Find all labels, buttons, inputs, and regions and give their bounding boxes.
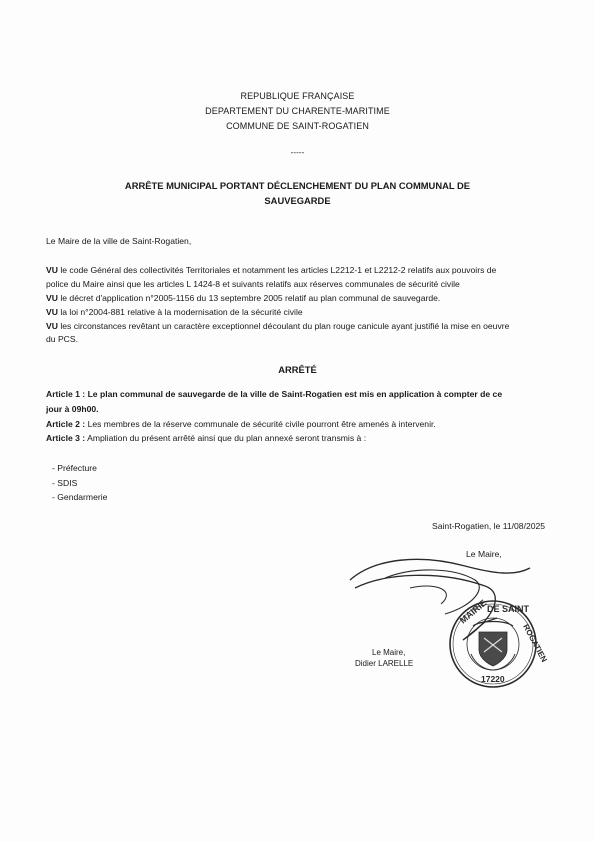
consideration-prefix: VU (46, 293, 58, 303)
decision-heading: ARRÊTÉ (278, 364, 317, 375)
consideration-line (46, 321, 509, 331)
article-label: Article 2 : (46, 419, 86, 429)
consideration-prefix: VU (46, 321, 58, 331)
header-commune: COMMUNE DE SAINT-ROGATIEN (226, 121, 369, 131)
header-republic: REPUBLIQUE FRANÇAISE (240, 91, 355, 101)
signature-name: Didier LARELLE (355, 659, 414, 668)
consideration-line (46, 334, 78, 344)
consideration-text: les circonstances revêtant un caractère exceptionnel découlant du plan rouge canicule ayant justifié la mise en oeuvre (60, 321, 510, 331)
consideration-line (46, 293, 440, 303)
header-separator: ----- (290, 148, 305, 157)
title-line-2: SAUVEGARDE (264, 195, 331, 206)
article-2 (46, 419, 436, 429)
recipient-item: - Gendarmerie (52, 492, 108, 502)
signatory-title: Le Maire, (466, 549, 502, 559)
signature-stroke (350, 559, 530, 580)
article-1 (46, 389, 502, 399)
title-line-1: ARRÊTE MUNICIPAL PORTANT DÉCLENCHEMENT DU PLAN COMMUNAL DE (124, 180, 471, 191)
consideration-text: du PCS. (46, 334, 79, 344)
document-title (90, 178, 505, 208)
consideration-text: le code Général des collectivités Territoriales et notamment les articles L2212-1 et L2212-2 relatifs aux pouvoirs de (60, 265, 497, 275)
consideration-text: la loi n°2004-881 relative à la modernisation de la sécurité civile (60, 307, 303, 317)
place-date: Saint-Rogatien, le 11/08/2025 (432, 521, 546, 531)
article-label: Article 1 : (46, 389, 86, 399)
svg-text:ROGATIEN: ROGATIEN (521, 622, 549, 664)
svg-text:DE SAINT: DE SAINT (487, 604, 530, 614)
intro-text: Le Maire de la ville de Saint-Rogatien, (46, 236, 192, 246)
svg-text:MAIRIE: MAIRIE (457, 597, 489, 626)
article-text: Ampliation du présent arrêté ainsi que du plan annexé seront transmis à : (87, 433, 367, 443)
consideration-line (46, 279, 460, 289)
article-text: Les membres de la réserve communale de sécurité civile pourront être amenés à intervenir. (87, 419, 436, 429)
signature-stroke (410, 586, 446, 604)
recipient-item: - SDIS (52, 478, 78, 488)
consideration-prefix: VU (46, 307, 58, 317)
article-3 (46, 433, 366, 443)
svg-text:17220: 17220 (481, 674, 505, 684)
article-text: Le plan communal de sauvegarde de la ville de Saint-Rogatien est mis en application à compter de ce (87, 389, 503, 399)
consideration-prefix: VU (46, 265, 58, 275)
signature-and-seal-graphic (345, 548, 555, 700)
consideration-line (46, 265, 496, 275)
municipal-seal (450, 598, 549, 687)
consideration-text: police du Maire ainsi que les articles L 1424-8 et suivants relatifs aux réserves communales de sécurité civile (46, 279, 460, 289)
recipient-item: - Préfecture (52, 463, 97, 473)
article-label: Article 3 : (46, 433, 86, 443)
signature-role: Le Maire, (372, 648, 406, 657)
header-department: DEPARTEMENT DU CHARENTE-MARITIME (205, 106, 390, 116)
article-1-continued: jour à 09h00. (46, 404, 99, 414)
consideration-text: le décret d'application n°2005-1156 du 13 septembre 2005 relatif au plan communal de sauvegarde. (60, 293, 441, 303)
consideration-line (46, 307, 303, 317)
